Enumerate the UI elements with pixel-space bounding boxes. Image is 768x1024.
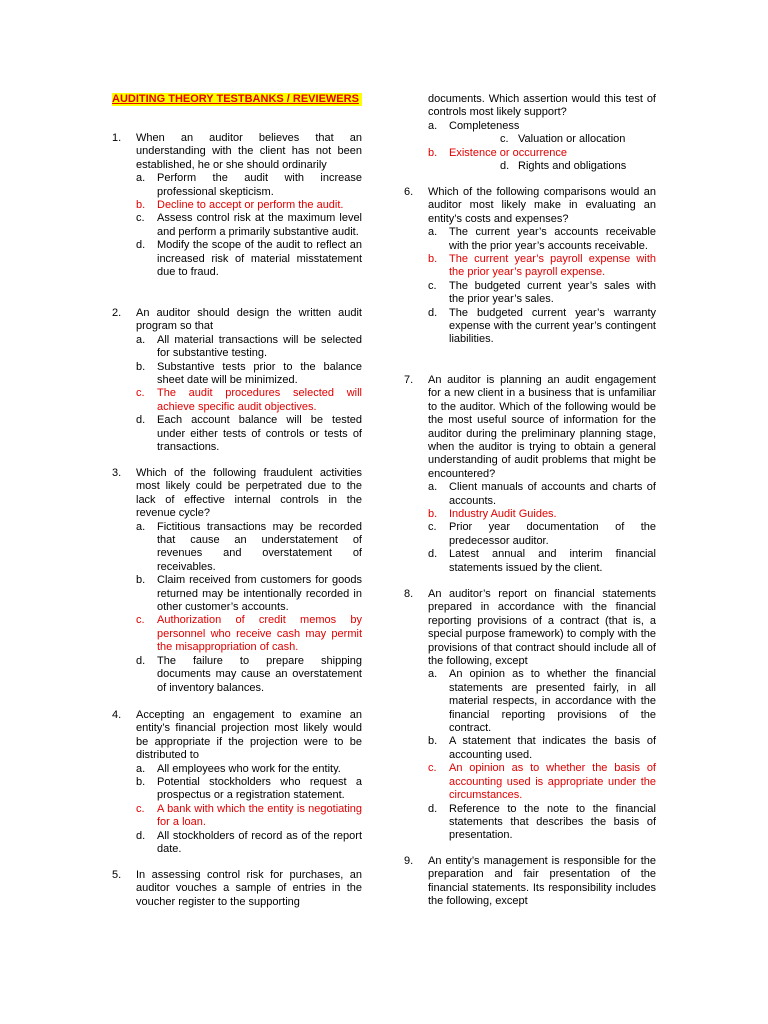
option-letter: d. xyxy=(500,160,510,173)
option-a xyxy=(136,763,362,776)
question-text: An auditor should design the written audit program so that xyxy=(136,307,362,333)
question-number: 2. xyxy=(112,307,122,319)
option-d xyxy=(500,160,656,173)
option-letter: a. xyxy=(428,481,438,494)
option-text: Latest annual and interim financial statements issued by the client. xyxy=(449,548,656,574)
option-a xyxy=(136,334,362,361)
option-a xyxy=(136,521,362,575)
option-b xyxy=(136,574,362,614)
option-d xyxy=(136,830,362,857)
option-letter: a. xyxy=(428,226,438,239)
option-b xyxy=(136,776,362,803)
option-letter: d. xyxy=(136,239,146,252)
option-text: Industry Audit Guides. xyxy=(449,508,557,521)
question-text: In assessing control risk for purchases, an auditor vouches a sample of entries in the voucher register to the supporting xyxy=(136,869,362,908)
option-text: The current year’s accounts receivable with the prior year’s accounts receivable. xyxy=(449,226,656,252)
question-number: 9. xyxy=(404,855,414,867)
option-c xyxy=(428,521,656,548)
option-letter: c. xyxy=(136,212,145,225)
option-c xyxy=(136,212,362,239)
option-a xyxy=(428,226,656,253)
question-4 xyxy=(112,709,362,856)
option-a xyxy=(136,172,362,199)
option-text: Potential stockholders who request a prospectus or a registration statement. xyxy=(157,776,362,802)
option-d xyxy=(136,655,362,695)
question-number: 6. xyxy=(404,186,414,198)
option-b-correct xyxy=(136,199,362,212)
question-7 xyxy=(404,374,656,575)
option-d xyxy=(136,414,362,454)
option-c-correct xyxy=(136,803,362,830)
option-a xyxy=(428,481,656,508)
option-letter: d. xyxy=(428,802,438,815)
question-text: Which of the following comparisons would an auditor most likely make in evaluating an entity’s costs and expenses? xyxy=(428,186,656,225)
option-letter: d. xyxy=(428,306,438,319)
option-text: Valuation or allocation xyxy=(518,133,626,146)
question-text: An auditor’s report on financial statements prepared in accordance with the financial reporting provisions of a contract (that is, a special purpose framework) to comply with the provisions of that contract should include all of the following, except xyxy=(428,588,656,668)
question-9 xyxy=(404,855,656,909)
option-text: Claim received from customers for goods returned may be intentionally recorded in other customer’s accounts. xyxy=(157,574,362,614)
option-letter: b. xyxy=(136,776,146,789)
option-letter: c. xyxy=(500,133,509,146)
document-title: AUDITING THEORY TESTBANKS / REVIEWERS xyxy=(112,93,362,106)
option-letter: a. xyxy=(428,668,438,681)
option-c-correct xyxy=(428,762,656,802)
option-letter: a. xyxy=(136,172,146,185)
option-letter: b. xyxy=(136,574,146,587)
question-text-continued: documents. Which assertion would this test of controls most likely support? xyxy=(428,93,656,119)
option-letter: b. xyxy=(136,199,146,212)
option-text: Client manuals of accounts and charts of accounts. xyxy=(449,481,656,507)
option-letter: d. xyxy=(136,829,146,842)
option-letter: a. xyxy=(136,333,146,346)
option-c xyxy=(428,280,656,307)
option-letter: c. xyxy=(136,614,145,627)
option-letter: c. xyxy=(136,387,145,400)
option-text: Fictitious transactions may be recorded that cause an understatement of revenues and overstatement of receivables. xyxy=(157,520,362,573)
option-letter: a. xyxy=(136,762,146,775)
option-text: The budgeted current year’s warranty expense with the current year’s contingent liabilities. xyxy=(449,306,656,346)
option-text: All material transactions will be selected for substantive testing. xyxy=(157,333,362,360)
option-b-correct xyxy=(428,253,656,280)
option-letter: d. xyxy=(136,654,146,667)
question-number: 8. xyxy=(404,588,414,600)
option-letter: c. xyxy=(428,762,437,775)
option-letter: c. xyxy=(136,802,145,815)
question-number: 5. xyxy=(112,869,122,881)
question-6 xyxy=(404,186,656,347)
option-text: The budgeted current year’s sales with the prior year’s sales. xyxy=(449,279,656,306)
option-letter: b. xyxy=(428,508,438,521)
option-letter: b. xyxy=(136,360,146,373)
option-text: Decline to accept or perform the audit. xyxy=(157,199,344,212)
option-d xyxy=(136,239,362,279)
option-d xyxy=(428,803,656,843)
option-text: An opinion as to whether the basis of accounting used is appropriate under the circumstances. xyxy=(449,762,656,802)
option-a xyxy=(428,668,656,735)
option-text: The audit procedures selected will achieve specific audit objectives. xyxy=(157,387,362,413)
option-text: A statement that indicates the basis of accounting used. xyxy=(449,735,656,761)
option-letter: b. xyxy=(428,146,438,159)
option-text: All employees who work for the entity. xyxy=(157,762,341,775)
question-1 xyxy=(112,132,362,279)
option-text: All stockholders of record as of the report date. xyxy=(157,829,362,856)
option-text: A bank with which the entity is negotiating for a loan. xyxy=(157,802,362,829)
option-c-correct xyxy=(136,387,362,414)
question-8 xyxy=(404,588,656,843)
option-b xyxy=(136,361,362,388)
option-b-correct xyxy=(428,147,656,160)
question-5 xyxy=(112,869,362,909)
option-text: An opinion as to whether the financial statements are presented fairly, in all material respects, in accordance with the financial reporting provisions of the contract. xyxy=(449,668,656,735)
option-a xyxy=(428,120,656,133)
option-letter: b. xyxy=(428,735,438,748)
option-letter: c. xyxy=(428,521,437,534)
option-b xyxy=(428,735,656,762)
option-b-correct xyxy=(428,508,656,521)
option-text: Each account balance will be tested under either tests of controls or tests of transactions. xyxy=(157,414,362,454)
option-text: Assess control risk at the maximum level and perform a primarily substantive audit. xyxy=(157,212,362,238)
option-c-correct xyxy=(136,614,362,654)
option-text: Authorization of credit memos by personnel who receive cash may permit the misappropriation of cash. xyxy=(157,614,362,654)
question-number: 3. xyxy=(112,467,122,479)
question-text: Accepting an engagement to examine an entity’s financial projection most likely would be appropriate if the projection were to be distributed to xyxy=(136,709,362,762)
option-text: Reference to the note to the financial statements that describes the basis of presentation. xyxy=(449,802,656,842)
option-text: Rights and obligations xyxy=(518,160,627,173)
option-letter: b. xyxy=(428,253,438,266)
question-number: 4. xyxy=(112,709,122,721)
option-letter: a. xyxy=(428,119,438,132)
question-text: An entity’s management is responsible for the preparation and fair presentation of the financial statements. Its responsibility includes the following, except xyxy=(428,855,656,908)
question-text: When an auditor believes that an understanding with the client has not been established, he or she should ordinarily xyxy=(136,132,362,171)
option-text: Substantive tests prior to the balance sheet date will be minimized. xyxy=(157,360,362,387)
question-3 xyxy=(112,467,362,695)
option-text: Perform the audit with increase professional skepticism. xyxy=(157,172,362,198)
option-letter: c. xyxy=(428,279,437,292)
option-text: Prior year documentation of the predecessor auditor. xyxy=(449,521,656,547)
option-d xyxy=(428,548,656,575)
option-letter: d. xyxy=(428,548,438,561)
option-text: The current year’s payroll expense with the prior year’s payroll expense. xyxy=(449,253,656,279)
option-text: Modify the scope of the audit to reflect an increased risk of material misstatement due to fraud. xyxy=(157,239,362,279)
option-letter: d. xyxy=(136,414,146,427)
question-number: 7. xyxy=(404,374,414,386)
option-text: The failure to prepare shipping documents may cause an overstatement of inventory balances. xyxy=(157,654,362,694)
option-text: Existence or occurrence xyxy=(449,146,567,159)
question-number: 1. xyxy=(112,132,122,144)
question-5-continued xyxy=(404,93,656,173)
option-text: Completeness xyxy=(449,119,520,132)
option-d xyxy=(428,307,656,347)
option-c xyxy=(500,133,656,146)
question-2 xyxy=(112,307,362,454)
question-text: Which of the following fraudulent activities most likely could be perpetrated due to the lack of effective internal controls in the revenue cycle? xyxy=(136,467,362,520)
question-text: An auditor is planning an audit engagement for a new client in a business that is unfamiliar to the auditor. Which of the following would be the most useful source of information for the auditor during the preliminary planning stage, when the auditor is trying to obtain a general understanding of audit problems that might be encountered? xyxy=(428,374,656,480)
option-letter: a. xyxy=(136,520,146,533)
